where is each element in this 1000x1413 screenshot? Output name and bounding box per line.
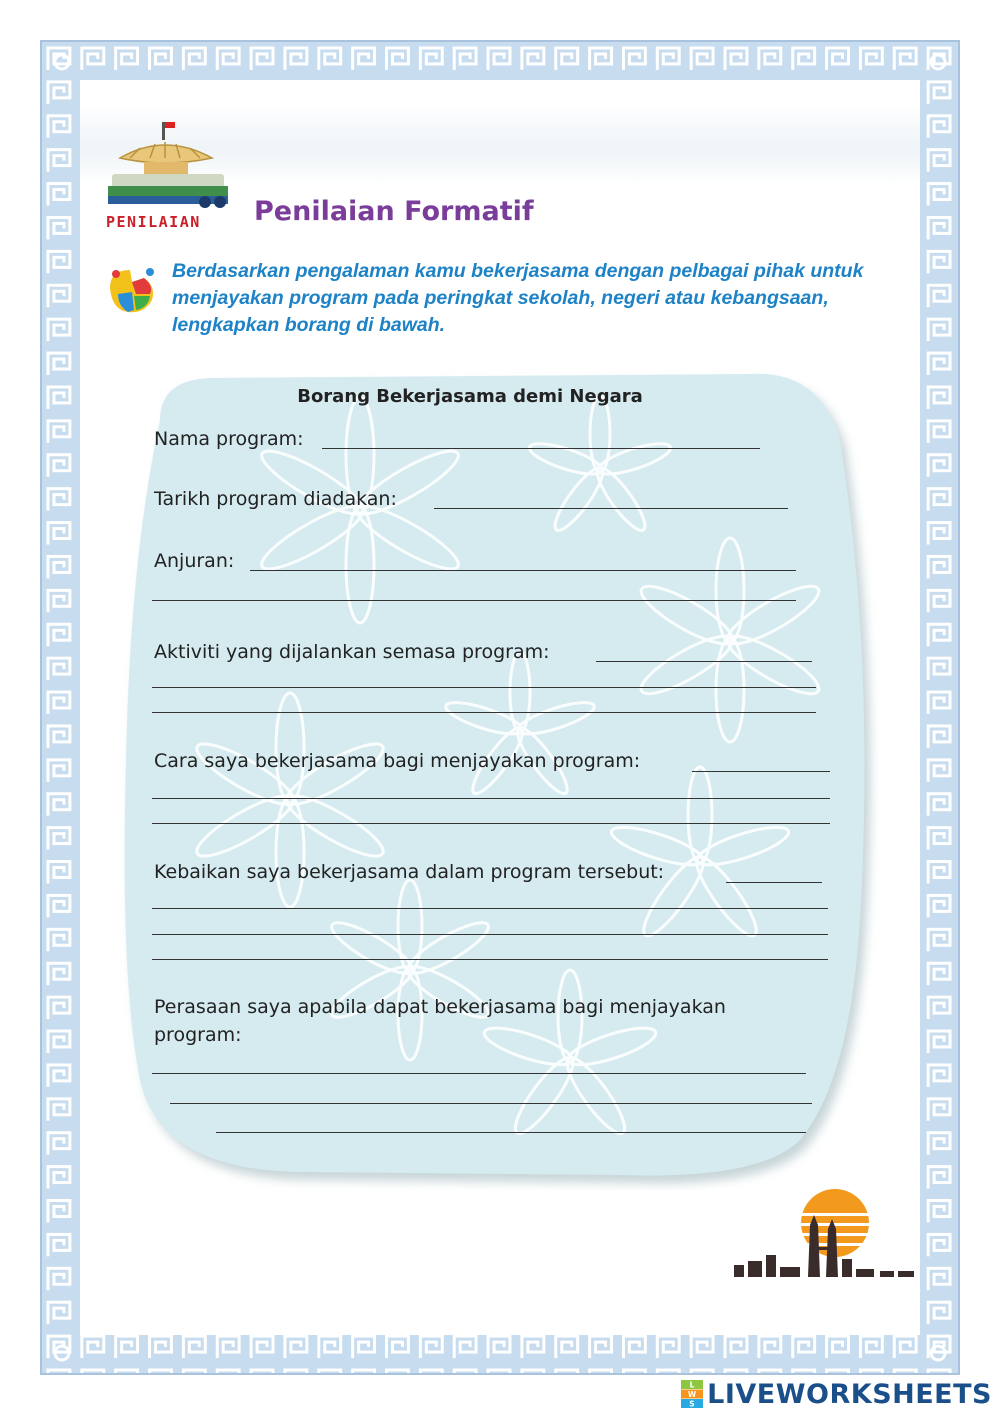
section-title: Penilaian Formatif	[254, 196, 534, 227]
answer-line[interactable]	[434, 508, 788, 509]
answer-line[interactable]	[152, 908, 828, 909]
answer-line[interactable]	[726, 882, 822, 883]
liveworksheets-logo-icon	[681, 1380, 703, 1408]
logo-letter-l: L	[689, 1380, 695, 1390]
answer-line[interactable]	[152, 823, 830, 824]
form-title: Borang Bekerjasama demi Negara	[297, 386, 643, 407]
logo-letter-s: S	[689, 1399, 695, 1408]
answer-line[interactable]	[152, 687, 816, 688]
city-skyline-icon	[730, 1185, 920, 1285]
answer-line[interactable]	[152, 798, 830, 799]
answer-line[interactable]	[152, 600, 796, 601]
brand-text: LIVEWORKSHEETS	[707, 1378, 992, 1410]
answer-line[interactable]	[170, 1103, 812, 1104]
instruction-text: Berdasarkan pengalaman kamu bekerjasama dengan pelbagai pihak untuk menjayakan program pada peringkat sekolah, negeri atau kebangsaan, lengkapkan borang di bawah.	[172, 260, 864, 336]
answer-line[interactable]	[250, 570, 796, 571]
liveworksheets-brand[interactable]	[681, 1377, 992, 1411]
field-label-cara: Cara saya bekerjasama bagi menjayakan program:	[154, 750, 641, 772]
answer-line[interactable]	[152, 1073, 806, 1074]
answer-line[interactable]	[152, 934, 828, 935]
field-label-perasaan-cont: program:	[154, 1024, 242, 1046]
answer-line[interactable]	[692, 771, 830, 772]
field-label-kebaikan: Kebaikan saya bekerjasama dalam program tersebut:	[154, 861, 665, 883]
answer-line[interactable]	[152, 959, 828, 960]
answer-line[interactable]	[152, 712, 816, 713]
field-label-aktiviti: Aktiviti yang dijalankan semasa program:	[154, 641, 550, 663]
field-label-anjuran: Anjuran:	[154, 550, 235, 572]
field-label-perasaan: Perasaan saya apabila dapat bekerjasama bagi menjayakan	[154, 996, 726, 1018]
field-label-nama-program: Nama program:	[154, 428, 304, 450]
answer-line[interactable]	[322, 448, 760, 449]
field-label-tarikh: Tarikh program diadakan:	[154, 488, 397, 510]
logo-label: PENILAIAN	[106, 213, 201, 231]
answer-line[interactable]	[216, 1132, 806, 1133]
logo-letter-w: W	[688, 1390, 697, 1399]
answer-line[interactable]	[596, 661, 812, 662]
